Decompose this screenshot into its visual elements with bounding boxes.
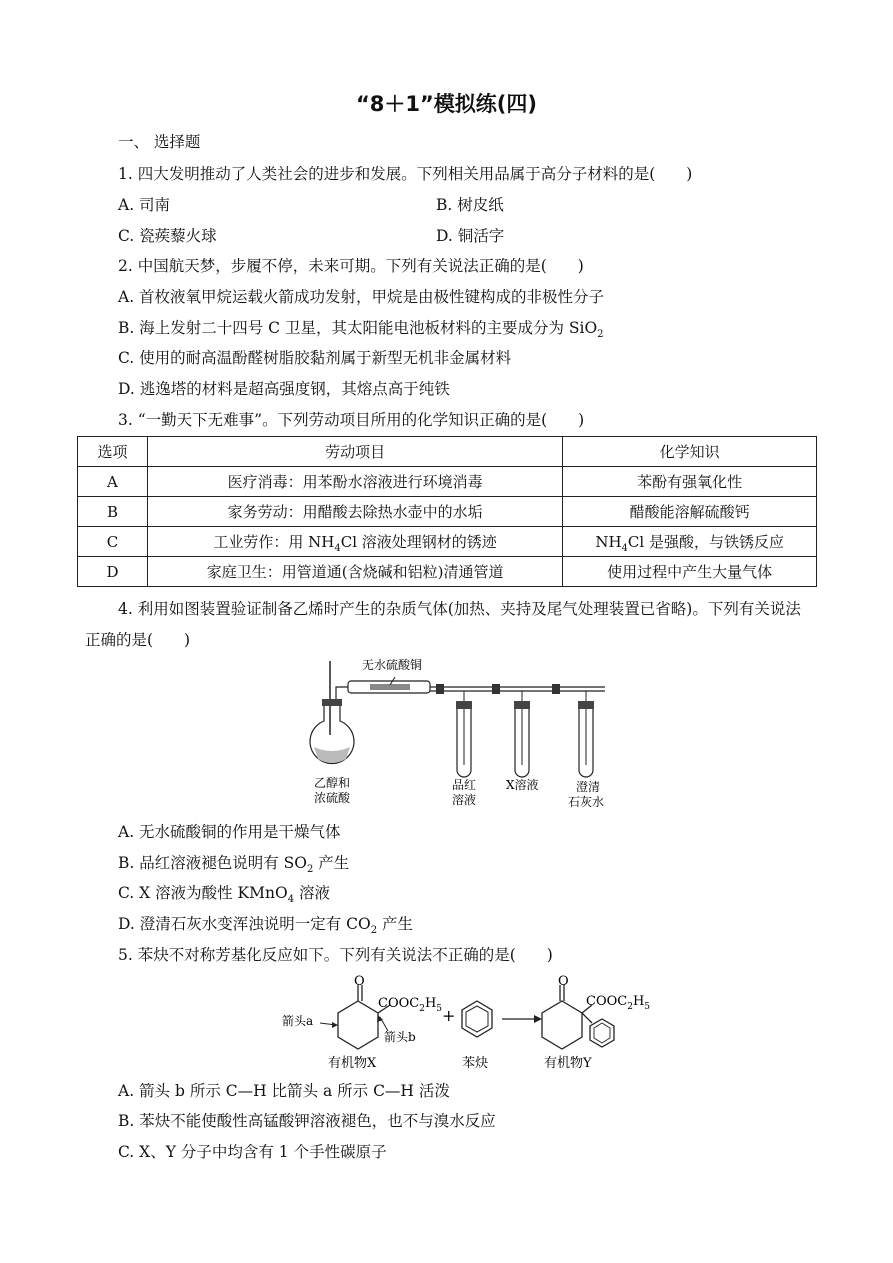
q1-option-c: C. 瓷蒺藜火球 bbox=[118, 227, 217, 245]
page-title: “8＋1”模拟练(四) bbox=[355, 92, 538, 116]
q4-option-d bbox=[118, 914, 413, 937]
q4-option-b-text-end: 产生 bbox=[313, 854, 350, 872]
compound-x-label: 有机物X bbox=[328, 1056, 377, 1071]
q4-option-b-subscript: 2 bbox=[307, 864, 314, 875]
q4-option-b bbox=[118, 853, 349, 876]
table-row bbox=[78, 527, 817, 557]
q4-stem-line2: 正确的是( ) bbox=[85, 631, 191, 649]
q1-stem: 1. 四大发明推动了人类社会的进步和发展。下列相关用品属于高分子材料的是( ) bbox=[118, 165, 693, 183]
q3-stem: 3. “一勤天下无难事”。下列劳动项目所用的化学知识正确的是( ) bbox=[118, 411, 585, 429]
table-header-knowledge: 化学知识 bbox=[563, 437, 817, 467]
x-oxygen-label: O bbox=[354, 975, 365, 989]
table-cell-task: 家庭卫生：用管道通(含烧碱和铝粒)清通管道 bbox=[147, 557, 562, 587]
q4-option-d-subscript: 2 bbox=[370, 925, 378, 936]
q2-option-d: D. 逃逸塔的材料是超高强度钢，其熔点高于纯铁 bbox=[118, 380, 450, 398]
section-heading: 一、 选择题 bbox=[118, 133, 201, 151]
table-cell-task bbox=[147, 527, 562, 557]
q1-option-a: A. 司南 bbox=[118, 196, 171, 214]
compound-x-structure bbox=[320, 985, 390, 1049]
q4-option-c-text-end: 溶液 bbox=[294, 884, 331, 902]
task-text: 工业劳作：用 NH bbox=[213, 533, 335, 551]
tube2-label: X溶液 bbox=[506, 778, 539, 792]
table-cell-task: 家务劳动：用醋酸去除热水壶中的水垢 bbox=[147, 497, 562, 527]
q5-option-c: C. X、Y 分子中均含有 1 个手性碳原子 bbox=[118, 1143, 387, 1161]
q4-option-c-text: C. X 溶液为酸性 KMnO bbox=[118, 884, 288, 902]
x-ester-text: COOC bbox=[378, 996, 420, 1011]
table-cell-knowledge bbox=[563, 527, 817, 557]
flask-stopper bbox=[322, 699, 342, 706]
task-subscript: 4 bbox=[334, 543, 341, 554]
q4-option-d-text-end: 产生 bbox=[377, 915, 414, 933]
task-text-end: Cl 溶液处理钢材的锈迹 bbox=[340, 533, 497, 551]
arrow-b-label: 箭头b bbox=[384, 1030, 416, 1044]
x-ester-sub1: 2 bbox=[419, 1004, 425, 1014]
table-header-row bbox=[78, 437, 817, 467]
tube1-label-line2: 溶液 bbox=[452, 793, 477, 807]
y-ester-sub2: 5 bbox=[644, 1002, 650, 1012]
table-cell-knowledge: 醋酸能溶解硫酸钙 bbox=[563, 497, 817, 527]
table-cell-knowledge: 苯酚有强氧化性 bbox=[563, 467, 817, 497]
table-cell-knowledge: 使用过程中产生大量气体 bbox=[563, 557, 817, 587]
table-header-task: 劳动项目 bbox=[147, 437, 562, 467]
table-cell-option: A bbox=[78, 467, 148, 497]
knowledge-text: NH bbox=[595, 533, 622, 551]
benzyne-structure bbox=[462, 1001, 492, 1037]
flask-liquid bbox=[314, 747, 350, 763]
q4-option-d-text: D. 澄清石灰水变浑浊说明一定有 CO bbox=[118, 915, 371, 933]
table-header-option: 选项 bbox=[78, 437, 148, 467]
knowledge-subscript: 4 bbox=[621, 543, 628, 554]
flask-outlet-tube bbox=[336, 687, 348, 699]
q4-option-c-subscript: 4 bbox=[287, 894, 295, 905]
q1-option-d: D. 铜活字 bbox=[436, 227, 505, 245]
table-row bbox=[78, 557, 817, 587]
table-cell-option: B bbox=[78, 497, 148, 527]
y-oxygen-label: O bbox=[558, 975, 569, 989]
q2-option-a: A. 首枚液氧甲烷运载火箭成功发射，甲烷是由极性键构成的非极性分子 bbox=[118, 288, 605, 306]
y-ester-h: H bbox=[632, 994, 645, 1009]
q5-stem: 5. 苯炔不对称芳基化反应如下。下列有关说法不正确的是( ) bbox=[118, 946, 553, 964]
tube-clamp bbox=[552, 684, 560, 694]
q4-stem-line1: 4. 利用如图装置验证制备乙烯时产生的杂质气体(加热、夹持及尾气处理装置已省略)。下列有关说法 bbox=[118, 600, 801, 618]
reaction-figure bbox=[280, 975, 650, 1075]
tube-clamp bbox=[492, 684, 500, 694]
flask-label-line2: 浓硫酸 bbox=[314, 791, 351, 805]
tube-clamp bbox=[436, 684, 444, 694]
flask-label-line1: 乙醇和 bbox=[314, 776, 351, 790]
test-tube-1 bbox=[456, 691, 472, 777]
x-ester-label bbox=[378, 996, 442, 1014]
arrow-a-label: 箭头a bbox=[282, 1014, 314, 1028]
y-ester-label bbox=[586, 994, 650, 1012]
plus-sign: + bbox=[442, 1006, 456, 1025]
benzyne-label: 苯炔 bbox=[462, 1056, 489, 1071]
q2-option-b bbox=[118, 318, 604, 341]
table-cell-option: D bbox=[78, 557, 148, 587]
q5-option-b: B. 苯炔不能使酸性高锰酸钾溶液褪色，也不与溴水反应 bbox=[118, 1112, 496, 1130]
q4-option-c bbox=[118, 883, 330, 906]
y-ester-text: COOC bbox=[586, 994, 628, 1009]
reaction-arrow-head bbox=[534, 1015, 542, 1023]
q4-option-b-text: B. 品红溶液褪色说明有 SO bbox=[118, 854, 307, 872]
q2-option-b-subscript: 2 bbox=[597, 329, 604, 340]
x-ester-h: H bbox=[424, 996, 437, 1011]
y-ester-sub1: 2 bbox=[627, 1002, 633, 1012]
table-cell-task: 医疗消毒：用苯酚水溶液进行环境消毒 bbox=[147, 467, 562, 497]
test-tube-3 bbox=[578, 691, 594, 777]
table-row bbox=[78, 467, 817, 497]
q5-option-a: A. 箭头 b 所示 C—H 比箭头 a 所示 C—H 活泼 bbox=[118, 1082, 450, 1100]
table-cell-option: C bbox=[78, 527, 148, 557]
q2-option-c: C. 使用的耐高温酚醛树脂胶黏剂属于新型无机非金属材料 bbox=[118, 349, 512, 367]
q1-option-b: B. 树皮纸 bbox=[436, 196, 504, 214]
table-row bbox=[78, 497, 817, 527]
x-ester-sub2: 5 bbox=[436, 1004, 443, 1014]
tube1-label-line1: 品红 bbox=[452, 778, 477, 792]
q3-table bbox=[77, 436, 817, 587]
test-tube-2 bbox=[514, 691, 530, 777]
q2-option-b-text: B. 海上发射二十四号 C 卫星，其太阳能电池板材料的主要成分为 SiO bbox=[118, 319, 598, 337]
compound-y-label: 有机物Y bbox=[544, 1056, 592, 1071]
q2-stem: 2. 中国航天梦，步履不停，未来可期。下列有关说法正确的是( ) bbox=[118, 257, 584, 275]
knowledge-text-end: Cl 是强酸，与铁锈反应 bbox=[627, 533, 784, 551]
cuso4-label: 无水硫酸铜 bbox=[362, 658, 423, 672]
tube3-label-line1: 澄清 bbox=[576, 780, 601, 794]
tube3-label-line2: 石灰水 bbox=[568, 795, 605, 809]
apparatus-figure bbox=[300, 655, 610, 815]
q4-option-a: A. 无水硫酸铜的作用是干燥气体 bbox=[118, 823, 341, 841]
